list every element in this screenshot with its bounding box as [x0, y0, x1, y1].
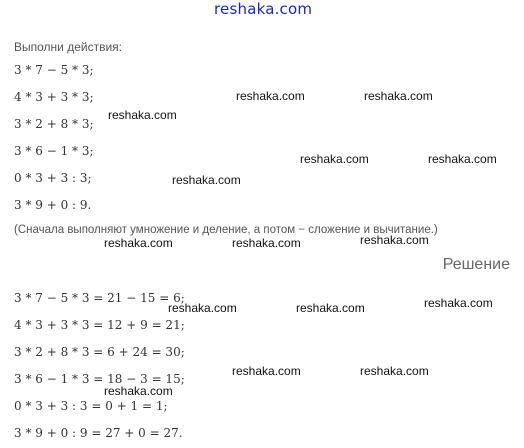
solution-line-4: 3 * 6 − 1 * 3 = 18 − 3 = 15; — [14, 372, 185, 386]
task-expression-2: 4 * 3 + 3 * 3; — [14, 90, 94, 104]
site-logo[interactable]: reshaka.com — [214, 0, 313, 18]
solution-line-2: 4 * 3 + 3 * 3 = 12 + 9 = 21; — [14, 318, 185, 332]
watermark: reshaka.com — [236, 89, 305, 103]
solution-title: Решение — [442, 256, 510, 273]
watermark: reshaka.com — [172, 173, 241, 187]
task-expression-1: 3 * 7 − 5 * 3; — [14, 63, 94, 77]
watermark: reshaka.com — [364, 89, 433, 103]
watermark: reshaka.com — [168, 301, 237, 315]
task-expression-6: 3 * 9 + 0 : 9. — [14, 198, 92, 212]
watermark: reshaka.com — [296, 301, 365, 315]
watermark: reshaka.com — [232, 364, 301, 378]
watermark: reshaka.com — [104, 384, 173, 398]
solution-line-1: 3 * 7 − 5 * 3 = 21 − 15 = 6; — [14, 291, 185, 305]
watermark: reshaka.com — [428, 152, 497, 166]
solution-line-6: 3 * 9 + 0 : 9 = 27 + 0 = 27. — [14, 426, 183, 440]
task-expression-3: 3 * 2 + 8 * 3; — [14, 117, 94, 131]
watermark: reshaka.com — [108, 108, 177, 122]
task-expression-4: 3 * 6 − 1 * 3; — [14, 144, 94, 158]
watermark: reshaka.com — [104, 236, 173, 250]
task-heading: Выполни действия: — [14, 40, 122, 54]
solution-line-5: 0 * 3 + 3 : 3 = 0 + 1 = 1; — [14, 399, 168, 413]
task-note: (Сначала выполняют умножение и деление, а потом − сложение и вычитание.) — [14, 224, 438, 236]
task-expression-5: 0 * 3 + 3 : 3; — [14, 171, 92, 185]
watermark: reshaka.com — [360, 364, 429, 378]
watermark: reshaka.com — [424, 296, 493, 310]
solution-line-3: 3 * 2 + 8 * 3 = 6 + 24 = 30; — [14, 345, 185, 359]
watermark: reshaka.com — [360, 233, 429, 247]
watermark: reshaka.com — [300, 152, 369, 166]
watermark: reshaka.com — [232, 236, 301, 250]
